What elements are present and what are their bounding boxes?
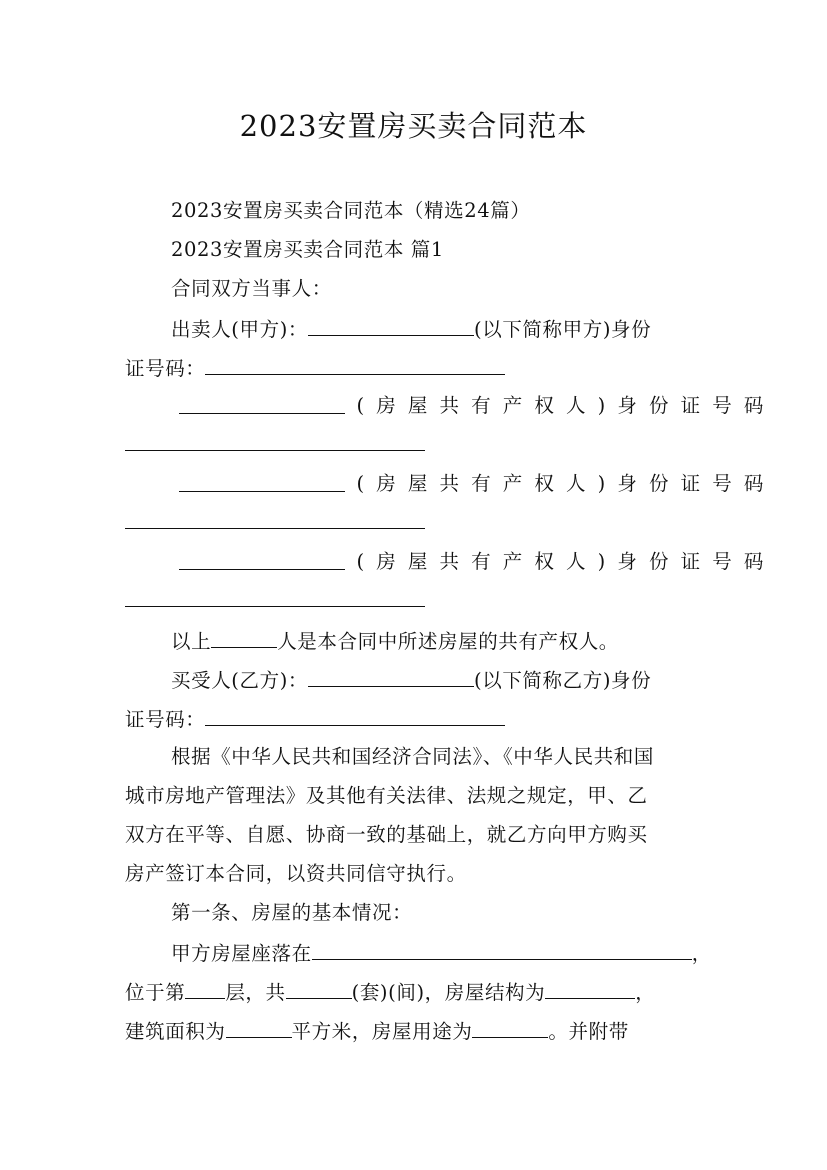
- count-blank: [211, 627, 277, 648]
- article-1-heading: 第一条、房屋的基本情况：: [171, 901, 413, 924]
- floor-structure-line: 位于第 层，共 (套)(间)，房屋结构为 ，: [125, 978, 710, 1006]
- preamble-line-1: 根据《中华人民共和国经济合同法》、《中华人民共和国: [171, 745, 655, 768]
- seller-note: (以下简称甲方)身份: [474, 318, 652, 341]
- usage-blank: [472, 1017, 548, 1038]
- location-line: 甲方房屋座落在 ，: [125, 939, 756, 967]
- buyer-line: [125, 666, 756, 694]
- co-owner-name-blank: [179, 549, 345, 570]
- buyer-id-blank: [205, 705, 505, 726]
- subtitle-collection: 2023安置房买卖合同范本（精选24篇）: [171, 199, 531, 222]
- co-owners-statement: 以上 人是本合同中所述房屋的共有产权人。: [125, 627, 756, 655]
- units-blank: [286, 978, 352, 999]
- co-owner-line-2: ( 房 屋 共 有 产 权 人 ) 身 份 证 号 码: [125, 471, 764, 497]
- floor-blank: [185, 978, 225, 999]
- subtitle-article-1: 2023安置房买卖合同范本 篇1: [171, 238, 444, 261]
- co-owner-name-blank: [179, 471, 345, 492]
- id-label: 证号码：: [125, 357, 206, 380]
- co-owner-line-1: ( 房 屋 共 有 产 权 人 ) 身 份 证 号 码: [125, 393, 764, 419]
- buyer-label: 买受人(乙方)：: [171, 669, 309, 692]
- area-blank: [226, 1017, 292, 1038]
- buyer-id-line: 证号码：: [125, 705, 710, 733]
- buyer-name-blank: [308, 666, 474, 687]
- location-blank: [312, 939, 692, 960]
- buyer-note: (以下简称乙方)身份: [474, 669, 652, 692]
- area-usage-line: 建筑面积为 平方米，房屋用途为 。并附带: [125, 1017, 710, 1045]
- seller-line: [125, 315, 756, 343]
- co-owner-name-blank: [179, 393, 345, 414]
- co-owner-id-blank-2: [125, 510, 425, 529]
- seller-id-blank: [205, 354, 505, 375]
- co-owner-id-blank-3: [125, 588, 425, 607]
- co-owner-id-blank-1: [125, 432, 425, 451]
- seller-label: 出卖人(甲方)：: [171, 318, 309, 341]
- preamble-line-2: 城市房地产管理法》及其他有关法律、法规之规定，甲、乙: [125, 784, 648, 807]
- parties-heading: 合同双方当事人：: [171, 277, 332, 300]
- document-title: 2023安置房买卖合同范本: [239, 109, 588, 143]
- structure-blank: [545, 978, 635, 999]
- preamble-line-3: 双方在平等、自愿、协商一致的基础上，就乙方向甲方购买: [125, 823, 648, 846]
- seller-id-line: [125, 354, 710, 382]
- seller-name-blank: [308, 315, 474, 336]
- preamble-line-4: 房产签订本合同，以资共同信守执行。: [125, 862, 467, 885]
- co-owner-line-3: ( 房 屋 共 有 产 权 人 ) 身 份 证 号 码: [125, 549, 764, 575]
